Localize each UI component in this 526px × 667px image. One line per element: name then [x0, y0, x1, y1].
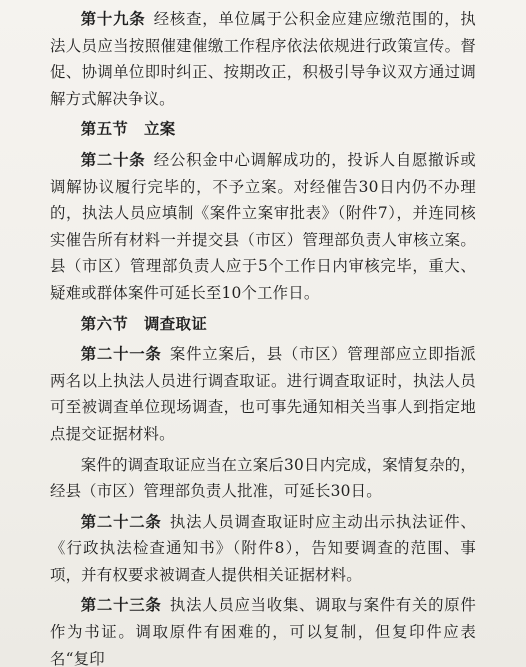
article-21: [50, 341, 476, 447]
article-text: 执法人员调查取证时应主动出示执法证件、《行政执法检查通知书》（附件8），告知要调查的范围、事项，并有权要求被调查人提供相关证据材料。: [50, 512, 476, 584]
article-text: 案件立案后，县（市区）管理部应立即指派两名以上执法人员进行调查取证。进行调查取证时，执法人员可至被调查单位现场调查，也可事先通知相关当事人到指定地点提交证据材料。: [50, 345, 476, 443]
article-text: 经公积金中心调解成功的，投诉人自愿撤诉或调解协议履行完毕的，不予立案。对经催告30日内仍不办理的，执法人员应填制《案件立案审批表》（附件7），并连同核实催告所有材料一并提交县（市区）管理部负责人审核立案。县（市区）管理部负责人应于5个工作日内审核完毕，重大、疑难或群体案件可延长至10个工作日。: [50, 150, 476, 302]
article-number: 第二十一条: [80, 345, 162, 364]
article-21-continued: [50, 452, 476, 505]
article-text: 经核查，单位属于公积金应建应缴范围的，执法人员应当按照催建催缴工作程序依法依规进行政策宣传。督促、协调单位即时纠正、按期改正，积极引导争议双方通过调解方式解决争议。: [50, 10, 476, 108]
section-heading-5: 第五节 立案: [80, 120, 176, 139]
article-19: [50, 6, 476, 112]
article-text: 执法人员应当收集、调取与案件有关的原件作为书证。调取原件有困难的，可以复制，但复印件应表名“复印: [50, 596, 476, 667]
article-23: [50, 592, 476, 667]
article-20: [50, 147, 476, 307]
article-number: 第二十条: [80, 150, 146, 169]
article-number: 第二十三条: [80, 596, 162, 615]
article-number: 第十九条: [80, 10, 146, 28]
article-number: 第二十二条: [80, 512, 162, 531]
section-heading-6: 第六节 调查取证: [80, 314, 208, 333]
article-text: 案件的调查取证应当在立案后30日内完成，案情复杂的，经县（市区）管理部负责人批准，可延长30日。: [50, 455, 476, 501]
article-22: [50, 509, 476, 589]
